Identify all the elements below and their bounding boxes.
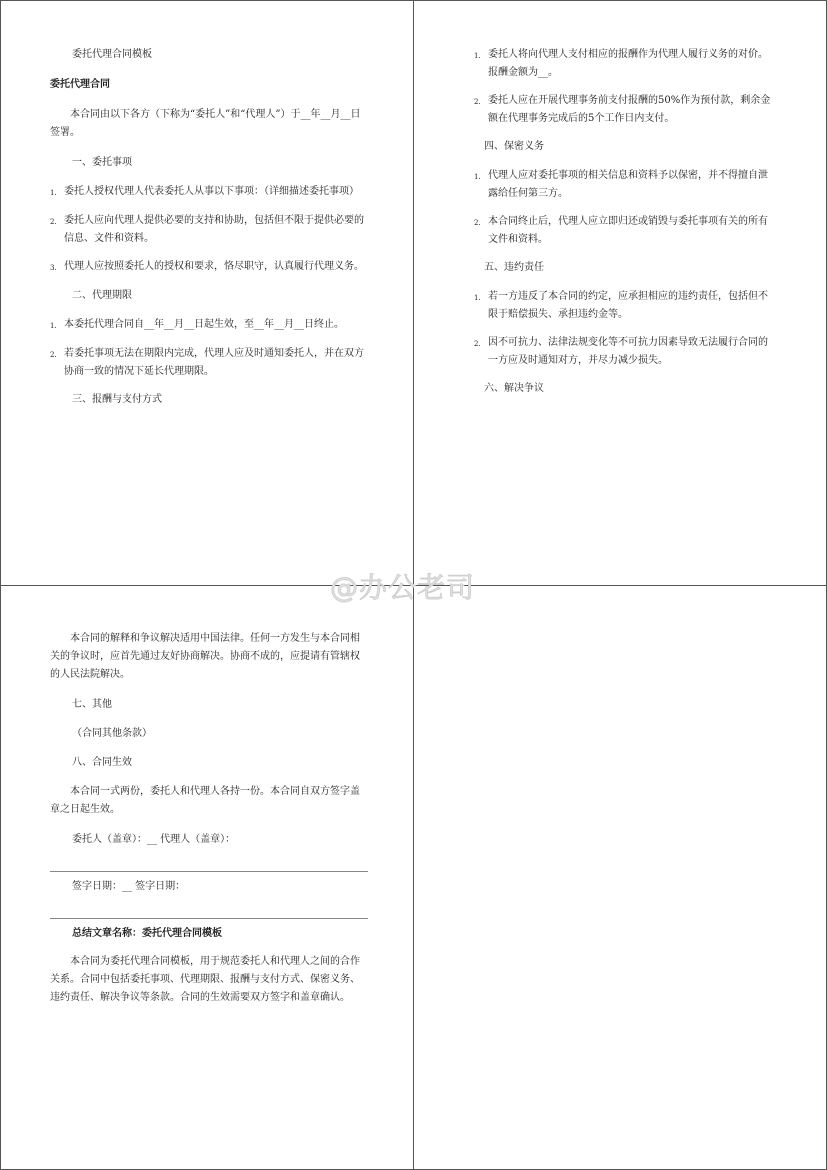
page-2 [474, 46, 774, 409]
list-item [50, 316, 368, 335]
contract-title: 委托代理合同 [50, 79, 110, 90]
heading-breach-liability: 五、违约责任 [484, 262, 544, 273]
signature-rule [50, 906, 368, 919]
page-1 [50, 46, 368, 420]
heading-entrusted-matters: 一、委托事项 [72, 157, 132, 168]
heading-agency-term: 二、代理期限 [72, 290, 132, 301]
list-text: 委托人将向代理人支付相应的报酬作为代理人履行义务的对价。报酬金额为__。 [488, 49, 768, 78]
list-item [474, 167, 774, 203]
list-number: 3. [50, 264, 57, 272]
entrusted-matters-list [50, 183, 368, 277]
list-number: 2. [50, 218, 57, 226]
breach-liability-list [474, 288, 774, 370]
list-text: 委托人应向代理人提供必要的支持和协助，包括但不限于提供必要的信息、文件和资料。 [64, 215, 364, 244]
list-text: 若委托事项无法在期限内完成，代理人应及时通知委托人，并在双方协商一致的情况下延长代理期限。 [64, 348, 364, 377]
signature-rule [50, 859, 368, 872]
list-text: 代理人应按照委托人的授权和要求，恪尽职守，认真履行代理义务。 [64, 261, 364, 272]
list-text: 本委托代理合同自__年__月__日起生效，至__年__月__日终止。 [64, 319, 344, 330]
list-number: 1. [474, 52, 481, 60]
list-number: 1. [50, 189, 57, 197]
list-number: 2. [474, 219, 481, 227]
list-text: 委托人应在开展代理事务前支付报酬的50%作为预付款，剩余金额在代理事务完成后的5个工作日内支付。 [488, 95, 771, 124]
remuneration-list [474, 46, 774, 128]
list-item [474, 92, 774, 128]
other-terms: （合同其他条款） [72, 728, 152, 739]
heading-effectiveness: 八、合同生效 [72, 757, 132, 768]
list-number: 2. [50, 351, 57, 359]
list-number: 1. [474, 294, 481, 302]
list-text: 因不可抗力、法律法规变化等不可抗力因素导致无法履行合同的一方应及时通知对方，并尽力减少损失。 [488, 337, 768, 366]
list-text: 代理人应对委托事项的相关信息和资料予以保密，并不得擅自泄露给任何第三方。 [488, 170, 768, 199]
heading-other: 七、其他 [72, 699, 112, 710]
list-text: 委托人授权代理人代表委托人从事以下事项：（详细描述委托事项） [64, 186, 359, 197]
heading-remuneration: 三、报酬与支付方式 [72, 394, 162, 405]
sign-date-line: 签字日期：__ 签字日期： [72, 881, 186, 892]
list-number: 1. [474, 173, 481, 181]
summary-title: 总结文章名称：委托代理合同模板 [72, 928, 222, 939]
document-title: 委托代理合同模板 [72, 49, 152, 60]
heading-confidentiality: 四、保密义务 [484, 141, 544, 152]
intro-paragraph: 本合同由以下各方（下称为“委托人”和“代理人”）于__年__月__日签署。 [50, 109, 361, 138]
page-3 [50, 630, 368, 1019]
dispute-paragraph: 本合同的解释和争议解决适用中国法律。任何一方发生与本合同相关的争议时，应首先通过友好协商解决。协商不成的，应提请有管辖权的人民法院解决。 [50, 633, 360, 680]
heading-dispute-resolution: 六、解决争议 [484, 383, 544, 394]
list-text: 本合同终止后，代理人应立即归还或销毁与委托事项有关的所有文件和资料。 [488, 216, 768, 245]
list-number: 1. [50, 322, 57, 330]
list-item [50, 258, 368, 277]
confidentiality-list [474, 167, 774, 249]
list-number: 2. [474, 98, 481, 106]
list-number: 2. [474, 340, 481, 348]
effectiveness-paragraph: 本合同一式两份，委托人和代理人各持一份。本合同自双方签字盖章之日起生效。 [50, 786, 360, 815]
list-text: 若一方违反了本合同的约定，应承担相应的违约责任，包括但不限于赔偿损失、承担违约金等。 [488, 291, 768, 320]
list-item [50, 183, 368, 202]
list-item [474, 334, 774, 370]
list-item [50, 212, 368, 248]
list-item [474, 213, 774, 249]
watermark: @办公老司 [330, 571, 476, 604]
list-item [50, 345, 368, 381]
list-item [474, 46, 774, 82]
summary-paragraph: 本合同为委托代理合同模板，用于规范委托人和代理人之间的合作关系。合同中包括委托事项、代理期限、报酬与支付方式、保密义务、违约责任、解决争议等条款。合同的生效需要双方签字和盖章确认。 [50, 956, 360, 1003]
seal-line: 委托人（盖章）：__ 代理人（盖章）： [72, 834, 236, 845]
agency-term-list [50, 316, 368, 381]
list-item [474, 288, 774, 324]
